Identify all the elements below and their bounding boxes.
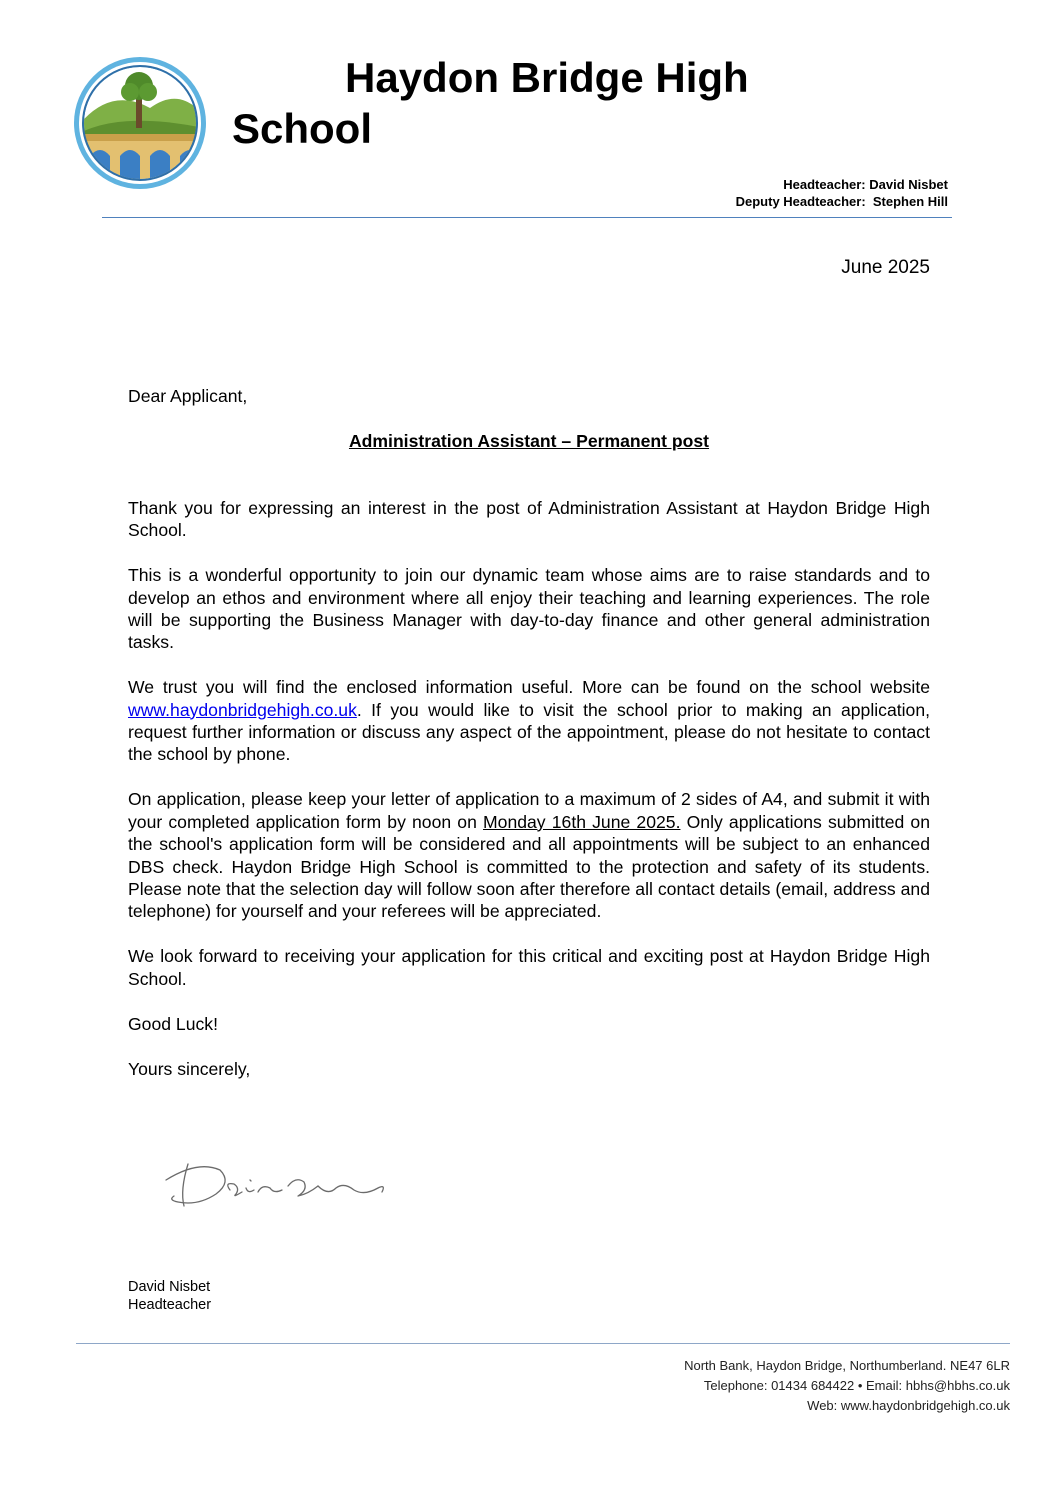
signoff-block	[128, 1278, 211, 1314]
school-name-line2: School	[232, 105, 373, 152]
paragraph-application	[128, 788, 930, 922]
footer-phone-email: Telephone: 01434 684422 • Email: hbhs@hbhs.co.uk	[703, 1378, 1010, 1393]
paragraph-intro: Thank you for expressing an interest in the post of Administration Assistant at Haydon Bridge High School.	[128, 497, 930, 541]
school-name-line1: Haydon Bridge High	[345, 54, 749, 101]
paragraph-application-text: On application, please keep your letter of application to a maximum of 2 sides of A4, and submit it with your completed application form by noon on	[128, 789, 930, 832]
footer-web: Web: www.haydonbridgehigh.co.uk	[807, 1398, 1010, 1413]
paragraph-information	[128, 676, 930, 766]
school-name	[232, 52, 749, 154]
yours-sincerely: Yours sincerely,	[128, 1058, 251, 1079]
school-crest-logo	[70, 56, 210, 190]
paragraph-application-text-cont: Only applications submitted on the school's application form will be considered and all appointments will be subject to an enhanced DBS check. Haydon Bridge High School is committed to the protection and safety of its students. Please note that the selection day will follow soon after therefore all contact details (email, address and telephone) for yourself and your referees will be appreciated.	[128, 811, 930, 922]
letter-subject: Administration Assistant – Permanent post	[348, 431, 710, 452]
paragraph-information-text-cont: . If you would like to visit the school prior to making an application, request further information or discuss any aspect of the appointment, please do not hesitate to contact the school by phone.	[128, 699, 930, 765]
paragraph-information-text: We trust you will find the enclosed information useful. More can be found on the school website	[128, 677, 930, 698]
good-luck: Good Luck!	[128, 1013, 218, 1034]
footer-divider	[76, 1343, 1010, 1344]
paragraph-closing: We look forward to receiving your application for this critical and exciting post at Haydon Bridge High School.	[128, 946, 930, 989]
school-website-link[interactable]: www.haydonbridgehigh.co.uk	[128, 699, 357, 720]
staff-block	[736, 176, 948, 210]
letter-body	[128, 385, 930, 1102]
footer-contact	[684, 1356, 1010, 1416]
deadline-date: Monday 16th June 2025.	[483, 811, 681, 832]
headteacher-line: Headteacher: David Nisbet	[783, 177, 948, 192]
signatory-name: David Nisbet	[128, 1279, 211, 1295]
salutation: Dear Applicant,	[128, 386, 248, 406]
deputy-headteacher-line: Deputy Headteacher: Stephen Hill	[735, 194, 948, 209]
signature-icon	[158, 1150, 398, 1220]
footer-address: North Bank, Haydon Bridge, Northumberland. NE47 6LR	[684, 1358, 1010, 1373]
signatory-title: Headteacher	[128, 1297, 212, 1313]
header-divider	[102, 217, 952, 218]
paragraph-opportunity: This is a wonderful opportunity to join our dynamic team whose aims are to raise standards and to develop an ethos and environment where all enjoy their teaching and learning experiences. The role will be supporting the Business Manager with day-to-day finance and other general administration tasks.	[128, 565, 930, 653]
letter-date: June 2025	[841, 257, 930, 278]
